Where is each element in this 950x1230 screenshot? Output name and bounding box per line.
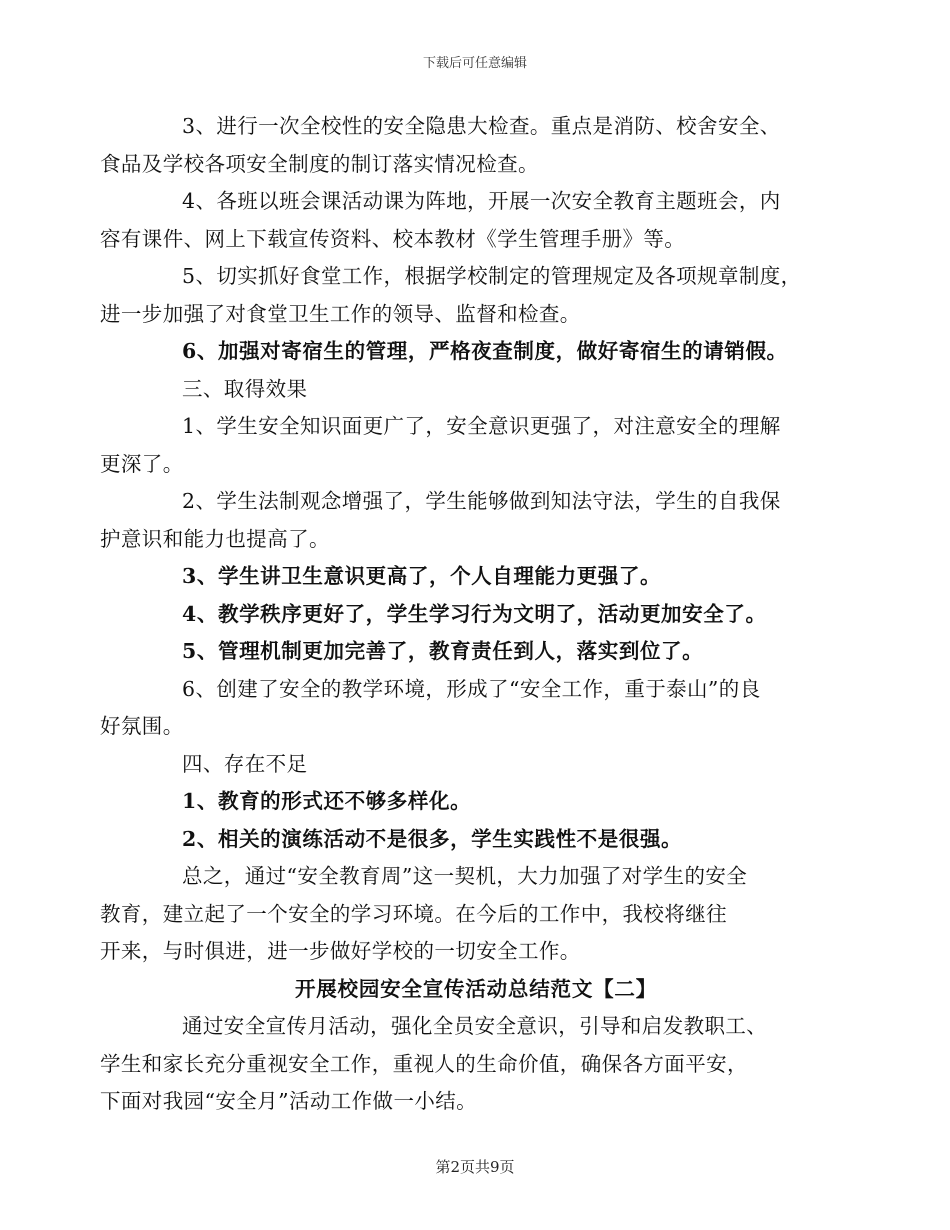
- paragraph: [100, 671, 811, 746]
- bold-paragraph: [141, 783, 811, 821]
- heading-text: 三、取得效果: [182, 376, 308, 401]
- paragraph: [100, 1008, 811, 1121]
- paragraph: [100, 108, 811, 183]
- section-title: 开展校园安全宣传活动总结范文【二】: [294, 976, 658, 1001]
- paragraph-line: 好氛围。: [100, 714, 184, 738]
- paragraph: [100, 408, 811, 483]
- bold-paragraph: [141, 333, 811, 371]
- paragraph-line: 2、学生法制观念增强了，学生能够做到知法守法，学生的自我保: [182, 489, 781, 513]
- paragraph-line: 总之，通过“安全教育周”这一契机，大力加强了对学生的安全: [182, 864, 748, 888]
- document-body: [100, 108, 811, 1121]
- paragraph: [100, 483, 811, 558]
- heading-text: 四、存在不足: [182, 751, 308, 776]
- paragraph-line: 进一步加强了对食堂卫生工作的领导、监督和检查。: [100, 301, 581, 326]
- bold-paragraph: [141, 633, 811, 671]
- page-footer: 第2页共9页: [435, 1158, 515, 1176]
- paragraph-line: 5、管理机制更加完善了，教育责任到人，落实到位了。: [182, 639, 704, 663]
- paragraph-line: 食品及学校各项安全制度的制订落实情况检查。: [100, 151, 539, 176]
- paragraph-line: 更深了。: [100, 451, 184, 476]
- page-header: 下载后可任意编辑: [422, 56, 527, 71]
- paragraph-line: 通过安全宣传月活动，强化全员安全意识，引导和启发教职工、: [182, 1014, 768, 1038]
- paragraph-line: 开来，与时俱进，进一步做好学校的一切安全工作。: [100, 939, 581, 963]
- bold-paragraph: [141, 821, 811, 859]
- bold-paragraph: [141, 596, 811, 634]
- paragraph: [100, 858, 811, 971]
- paragraph-line: 容有课件、网上下载宣传资料、校本教材《学生管理手册》等。: [100, 226, 686, 251]
- section-heading: [141, 371, 811, 409]
- paragraph-line: 教育，建立起了一个安全的学习环境。在今后的工作中，我校将继往: [100, 901, 727, 926]
- paragraph-line: 3、学生讲卫生意识更高了，个人自理能力更强了。: [182, 564, 662, 588]
- paragraph-line: 6、加强对寄宿生的管理，严格夜查制度，做好寄宿生的请销假。: [182, 339, 788, 363]
- paragraph-line: 6、创建了安全的教学环境，形成了“安全工作，重于泰山”的良: [182, 676, 761, 701]
- paragraph-line: 1、学生安全知识面更广了，安全意识更强了，对注意安全的理解: [182, 414, 781, 438]
- paragraph-line: 3、进行一次全校性的安全隐患大检查。重点是消防、校舍安全、: [182, 114, 781, 138]
- paragraph-line: 下面对我园“安全月”活动工作做一小结。: [100, 1089, 478, 1113]
- paragraph-line: 学生和家长充分重视安全工作，重视人的生命价值，确保各方面平安，: [100, 1051, 748, 1076]
- paragraph: [100, 258, 811, 333]
- paragraph: [100, 183, 811, 258]
- bold-paragraph: [141, 558, 811, 596]
- paragraph-line: 5、切实抓好食堂工作，根据学校制定的管理规定及各项规章制度，: [182, 264, 802, 288]
- section-heading: [141, 746, 811, 784]
- paragraph-line: 1、教育的形式还不够多样化。: [182, 789, 472, 813]
- paragraph-line: 护意识和能力也提高了。: [100, 526, 330, 551]
- paragraph-line: 4、各班以班会课活动课为阵地，开展一次安全教育主题班会，内: [182, 189, 781, 213]
- paragraph-line: 2、相关的演练活动不是很多，学生实践性不是很强。: [182, 826, 683, 851]
- paragraph-line: 4、教学秩序更好了，学生学习行为文明了，活动更加安全了。: [182, 601, 767, 626]
